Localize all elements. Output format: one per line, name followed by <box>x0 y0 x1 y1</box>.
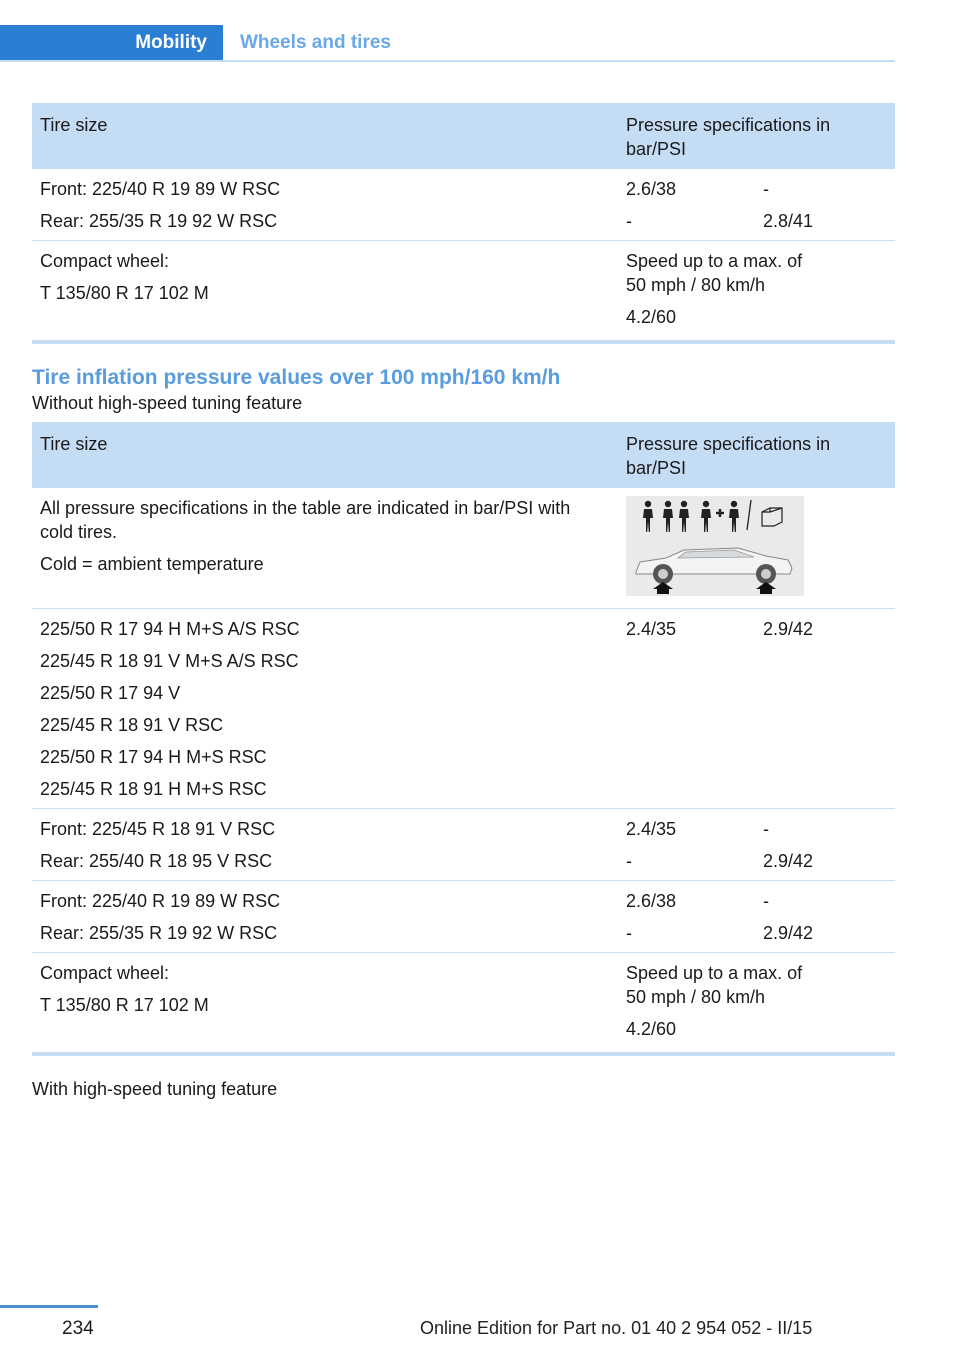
pressure-value: 2.4/35 <box>626 819 677 839</box>
compact-wheel-label: Compact wheel: <box>40 963 170 983</box>
table-header <box>32 422 895 488</box>
tire-size-rear: Rear: 255/35 R 19 92 W RSC <box>40 211 278 231</box>
header-tire-size: Tire size <box>40 434 108 454</box>
tire-pressure-table-2 <box>32 422 895 1056</box>
tire-size: 225/45 R 18 91 V M+S A/S RSC <box>40 651 299 671</box>
tire-size-front: Front: 225/40 R 19 89 W RSC <box>40 179 281 199</box>
tire-size: 225/50 R 17 94 H M+S RSC <box>40 747 267 767</box>
tire-size-rear: Rear: 255/40 R 18 95 V RSC <box>40 851 273 871</box>
car-silhouette <box>636 548 792 584</box>
pressure-value: - <box>763 819 769 839</box>
compact-wheel-size: T 135/80 R 17 102 M <box>40 283 209 303</box>
footer-accent-line <box>0 1305 98 1308</box>
section-tab-wheels-and-tires: Wheels and tires <box>240 31 391 53</box>
with-high-speed-label: With high-speed tuning feature <box>32 1079 278 1099</box>
pressure-value: 2.9/42 <box>763 923 814 943</box>
tire-pressure-table-1 <box>32 103 895 344</box>
pressure-value: 4.2/60 <box>626 1019 677 1039</box>
pressure-value: - <box>626 211 632 231</box>
pressure-value: - <box>626 923 632 943</box>
edition-info: Online Edition for Part no. 01 40 2 954 052 - II/15 <box>420 1318 813 1338</box>
table-row <box>32 881 895 953</box>
speed-note: Speed up to a max. of 50 mph / 80 km/h <box>626 251 803 295</box>
speed-note: Speed up to a max. of 50 mph / 80 km/h <box>626 963 803 1007</box>
tire-size-front: Front: 225/45 R 18 91 V RSC <box>40 819 276 839</box>
tire-arrow-icons <box>653 582 776 594</box>
pressure-value: - <box>626 851 632 871</box>
compact-wheel-size: T 135/80 R 17 102 M <box>40 995 209 1015</box>
pressure-value: - <box>763 179 769 199</box>
tire-size-rear: Rear: 255/35 R 19 92 W RSC <box>40 923 278 943</box>
cold-tire-note: All pressure specifications in the table are indicated in bar/PSI with cold tires. <box>40 498 571 542</box>
table-row <box>32 169 895 241</box>
pressure-value: 2.4/35 <box>626 619 677 639</box>
tire-size: 225/45 R 18 91 V RSC <box>40 715 224 735</box>
tire-size: 225/50 R 17 94 H M+S A/S RSC <box>40 619 300 639</box>
table-row <box>32 241 895 344</box>
page-header <box>0 25 895 62</box>
pressure-value: 2.6/38 <box>626 891 677 911</box>
table-row <box>32 609 895 809</box>
table-header <box>32 103 895 169</box>
pressure-value: 2.8/41 <box>763 211 814 231</box>
vehicle-load-diagram <box>626 496 804 596</box>
page-number: 234 <box>62 1318 94 1339</box>
section-tab-mobility: Mobility <box>0 25 223 60</box>
pressure-value: 2.9/42 <box>763 851 814 871</box>
table-row <box>32 809 895 881</box>
pressure-value: 2.6/38 <box>626 179 677 199</box>
header-pressure: Pressure specifications in bar/PSI <box>626 115 831 159</box>
header-tire-size: Tire size <box>40 115 108 135</box>
tire-size: 225/45 R 18 91 H M+S RSC <box>40 779 267 799</box>
header-pressure: Pressure specifications in bar/PSI <box>626 434 831 478</box>
tire-size: 225/50 R 17 94 V <box>40 683 181 703</box>
person-icons <box>643 500 782 532</box>
header-divider <box>0 60 895 62</box>
pressure-value: 4.2/60 <box>626 307 677 327</box>
table-row <box>32 953 895 1056</box>
tire-size-front: Front: 225/40 R 19 89 W RSC <box>40 891 281 911</box>
pressure-value: - <box>763 891 769 911</box>
section-subtitle: Without high-speed tuning feature <box>32 393 303 413</box>
compact-wheel-label: Compact wheel: <box>40 251 170 271</box>
table-row <box>32 488 895 609</box>
cold-definition: Cold = ambient temperature <box>40 554 264 574</box>
pressure-value: 2.9/42 <box>763 619 814 639</box>
section-title: Tire inflation pressure values over 100 mph/160 km/h <box>32 366 561 389</box>
